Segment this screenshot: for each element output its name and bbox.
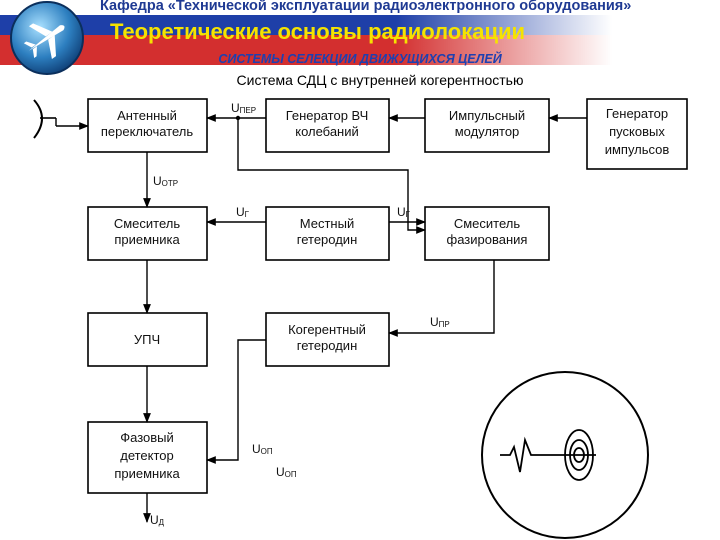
block-trigger-generator-line-2: пусковых bbox=[609, 124, 665, 139]
signal-label-u-op-2: UОП bbox=[276, 465, 297, 479]
block-local-oscillator bbox=[266, 207, 389, 260]
antenna-icon bbox=[34, 100, 88, 138]
block-pulse-modulator bbox=[425, 99, 549, 152]
signal-label-u-d: UД bbox=[150, 513, 165, 527]
block-phase-detector-line-1: Фазовый bbox=[120, 430, 174, 445]
block-trigger-generator-line-3: импульсов bbox=[604, 142, 670, 157]
block-local-oscillator-line-2: гетеродин bbox=[296, 232, 358, 247]
page-title: Теоретические основы радиолокации bbox=[110, 19, 526, 44]
block-local-oscillator-line-1: Местный bbox=[299, 216, 355, 231]
signal-label-u-pr-top: UПЕР bbox=[231, 101, 257, 115]
signal-label-u-g-right: UГ bbox=[397, 205, 411, 219]
block-pulse-modulator-line-2: модулятор bbox=[454, 124, 520, 139]
block-antenna-switch bbox=[88, 99, 207, 152]
block-hf-generator-line-2: колебаний bbox=[295, 124, 359, 139]
block-phasing-mixer-line-2: фазирования bbox=[446, 232, 528, 247]
block-phasing-mixer bbox=[425, 207, 549, 260]
junction-dot bbox=[236, 116, 240, 120]
block-ipa-label: УПЧ bbox=[133, 332, 161, 347]
block-ipa bbox=[88, 313, 207, 366]
section-subtitle: СИСТЕМЫ СЕЛЕКЦИИ ДВИЖУЩИХСЯ ЦЕЛЕЙ bbox=[218, 52, 502, 66]
block-antenna-switch-line-1: Антенный bbox=[117, 108, 177, 123]
diagram-caption: Система СДЦ с внутренней когерентностью bbox=[236, 72, 524, 88]
block-hf-generator-line-1: Генератор ВЧ bbox=[285, 108, 369, 123]
block-receiver-mixer-line-1: Смеситель bbox=[113, 216, 181, 231]
block-receiver-mixer bbox=[88, 207, 207, 260]
block-hf-generator bbox=[266, 99, 389, 152]
signal-label-u-op-1: UОП bbox=[252, 442, 273, 456]
block-trigger-generator bbox=[587, 99, 687, 169]
block-phase-detector-line-3: приемника bbox=[114, 466, 180, 481]
block-coherent-oscillator-line-2: гетеродин bbox=[296, 338, 358, 353]
block-receiver-mixer-line-2: приемника bbox=[114, 232, 180, 247]
block-phase-detector-line-2: детектор bbox=[120, 448, 174, 463]
block-coherent-oscillator bbox=[266, 313, 389, 366]
block-coherent-oscillator-line-1: Когерентный bbox=[288, 322, 366, 337]
block-antenna-switch-line-2: переключатель bbox=[100, 124, 194, 139]
block-pulse-modulator-line-1: Импульсный bbox=[448, 108, 526, 123]
signal-label-u-g-left: UГ bbox=[236, 205, 250, 219]
department-name: Кафедра «Технической эксплуатации радиоэлектронного оборудования» bbox=[100, 0, 632, 14]
radar-screen-icon bbox=[482, 372, 648, 538]
block-phase-detector bbox=[88, 422, 207, 493]
signal-label-u-pr-mid: UПР bbox=[430, 315, 450, 329]
signal-label-u-otr: UОТР bbox=[153, 174, 179, 188]
block-trigger-generator-line-1: Генератор bbox=[605, 106, 669, 121]
block-phasing-mixer-line-1: Смеситель bbox=[453, 216, 521, 231]
